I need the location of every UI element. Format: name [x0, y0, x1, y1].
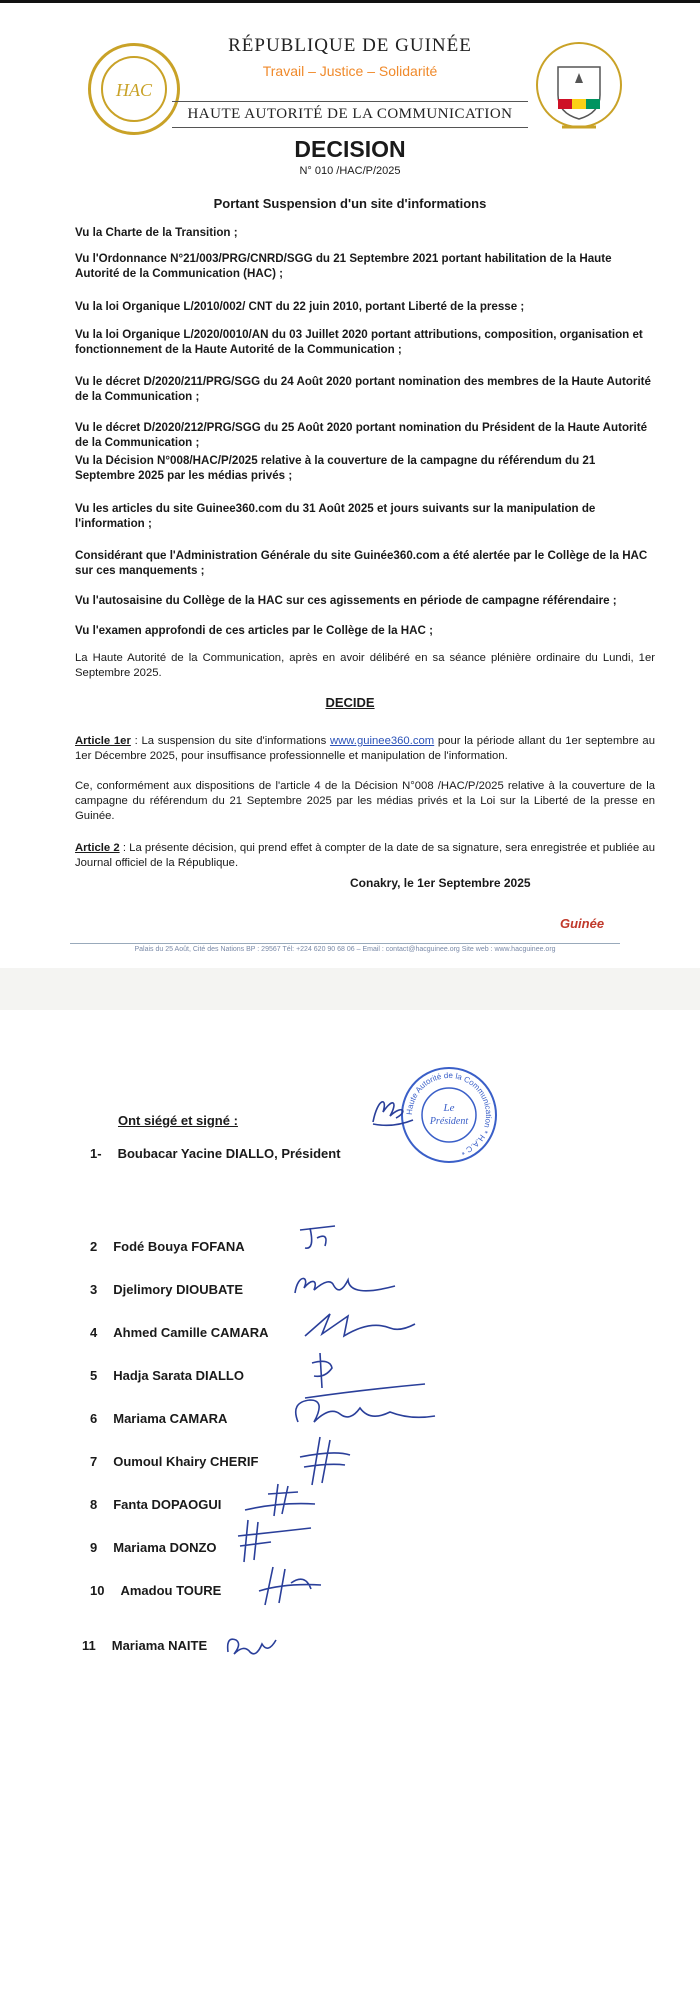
signed-heading: Ont siégé et signé :	[118, 1113, 238, 1128]
article-2-label: Article 2	[75, 842, 120, 854]
member-10: 10 Amadou TOURE	[90, 1583, 222, 1598]
article-1: Article 1er : La suspension du site d'informations www.guinee360.com pour la période allant du 1er septembre au 1er Décembre 2025, pour insuffisance professionnelle et manipulation de l'information.	[75, 735, 655, 762]
consideration-item: Vu la Décision N°008/HAC/P/2025 relative à la couverture de la campagne du référendum du 21 Septembre 2025 par les médias privés ;	[75, 454, 596, 482]
member-1: 1- Boubacar Yacine DIALLO, Président	[90, 1146, 341, 1161]
guinee360-link[interactable]: www.guinee360.com	[329, 735, 435, 747]
svg-text:Le: Le	[443, 1102, 455, 1114]
consideration-item: Vu l'examen approfondi de ces articles par le Collège de la HAC ;	[75, 624, 433, 637]
decision-page	[0, 0, 700, 968]
signature-member-11	[222, 1632, 282, 1662]
member-9: 9 Mariama DONZO	[90, 1540, 217, 1555]
signature-member-4	[300, 1310, 420, 1342]
member-2: 2 Fodé Bouya FOFANA	[90, 1239, 245, 1254]
signature-president	[368, 1092, 418, 1132]
authority-name: HAUTE AUTORITÉ DE LA COMMUNICATION	[172, 101, 528, 128]
member-6: 6 Mariama CAMARA	[90, 1411, 228, 1426]
place-and-date: Conakry, le 1er Septembre 2025	[350, 876, 531, 890]
svg-text:Haute Autorité de la Communica: Haute Autorité de la Communication * H.A.C *	[404, 1070, 494, 1157]
consideration-item: Vu les articles du site Guinee360.com du 31 Août 2025 et jours suivants sur la manipulation de l'information ;	[75, 502, 596, 530]
member-3: 3 Djelimory DIOUBATE	[90, 1282, 244, 1297]
member-11: 11 Mariama NAITE	[82, 1638, 208, 1653]
decision-subject: Portant Suspension d'un site d'informations	[213, 196, 487, 211]
signature-member-3	[290, 1268, 400, 1303]
signature-member-9	[236, 1516, 316, 1566]
consideration-item: Vu l'autosaisine du Collège de la HAC sur ces agissements en période de campagne référendaire ;	[75, 594, 617, 607]
consideration-item: Vu la loi Organique L/2020/0010/AN du 03 Juillet 2020 portant attributions, composition, organisation et fonctionnement de la Haute Autorité de la Communication ;	[75, 328, 643, 356]
signatures-page	[0, 1010, 700, 1999]
signature-member-2	[295, 1220, 355, 1255]
republic-heading: RÉPUBLIQUE DE GUINÉE	[228, 35, 472, 56]
decide-heading: DECIDE	[325, 695, 375, 710]
signature-member-10	[255, 1563, 325, 1608]
guinee-brand-mark: Guinée	[560, 916, 605, 931]
svg-text:Président: Président	[429, 1116, 469, 1127]
conformity-text: Ce, conformément aux dispositions de l'article 4 de la Décision N°008 /HAC/P/2025 relative à la couverture de la campagne du référendum du 21 Septembre 2025 par les médias privés et la Loi sur la Liberté de la presse en Guinée.	[75, 780, 655, 822]
consideration-item: Considérant que l'Administration Générale du site Guinée360.com a été alertée par le Collège de la HAC sur ces manquements ;	[75, 549, 648, 577]
decision-number: N° 010 /HAC/P/2025	[299, 165, 401, 177]
signature-member-6	[290, 1392, 440, 1437]
consideration-item: Vu le décret D/2020/212/PRG/SGG du 25 Août 2020 portant nomination du Président de la Haute Autorité de la Communication ;	[75, 421, 648, 449]
deliberation-text: La Haute Autorité de la Communication, après en avoir délibéré en sa séance plénière ordinaire du Lundi, 1er Septembre 2025.	[75, 652, 655, 679]
member-5: 5 Hadja Sarata DIALLO	[90, 1368, 244, 1383]
consideration-item: Vu la Charte de la Transition ;	[75, 226, 238, 239]
member-8: 8 Fanta DOPAOGUI	[90, 1497, 222, 1512]
article-2: Article 2 : La présente décision, qui prend effet à compter de la date de sa signature, sera enregistrée et publiée au Journal officiel de la République.	[75, 842, 655, 869]
consideration-item: Vu le décret D/2020/211/PRG/SGG du 24 Août 2020 portant nomination des membres de la Haute Autorité de la Communication ;	[75, 375, 651, 403]
article-1-label: Article 1er	[75, 735, 131, 747]
signature-member-8	[240, 1480, 320, 1520]
page-footer: Palais du 25 Août, Cité des Nations BP : 29567 Tél: +224 620 90 68 06 – Email : contact@hacguinee.org Site web : www.hacguinee.org	[70, 943, 620, 953]
guinea-coat-of-arms-icon	[532, 39, 626, 137]
consideration-item: Vu la loi Organique L/2010/002/ CNT du 22 juin 2010, portant Liberté de la presse ;	[75, 300, 525, 313]
hac-logo: HAC	[88, 43, 180, 135]
consideration-item: Vu l'Ordonnance N°21/003/PRG/CNRD/SGG du 21 Septembre 2021 portant habilitation de la Haute Autorité de la Communication (HAC) ;	[75, 252, 612, 280]
national-motto: Travail – Justice – Solidarité	[262, 63, 438, 79]
member-7: 7 Oumoul Khairy CHERIF	[90, 1454, 259, 1469]
decision-title: DECISION	[294, 136, 406, 162]
member-4: 4 Ahmed Camille CAMARA	[90, 1325, 269, 1340]
